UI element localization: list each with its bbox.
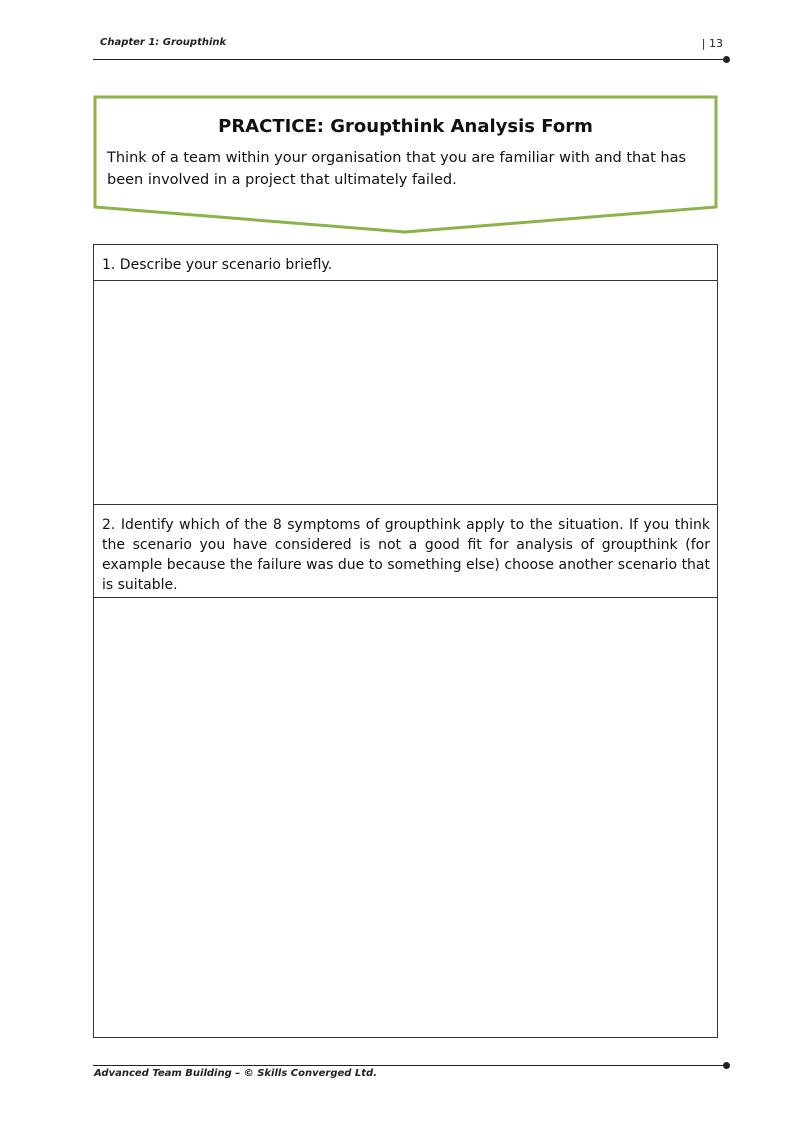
running-header [100,37,725,48]
chapter-title: Chapter 1: Groupthink [100,37,227,48]
footer-rule [93,1065,726,1066]
page-number: | 13 [701,37,723,50]
callout-instructions: Think of a team within your organisation that you are familiar with and that has been involved in a project that ultimately failed. [107,150,687,188]
analysis-form [93,244,718,1038]
answer-1-area[interactable] [94,281,717,505]
answer-2-area[interactable] [94,598,717,1037]
footer-rule-dot [723,1062,730,1069]
question-2-row [94,505,717,598]
header-rule-dot [723,56,730,63]
question-2-text: 2. Identify which of the 8 symptoms of groupthink apply to the situation. If you think the scenario you have considered is not a good fit for analysis of groupthink (for example because the failure was due to something else) choose another scenario that is suitable. [102,517,710,593]
question-1-text: 1. Describe your scenario briefly. [102,257,333,273]
header-rule [93,59,726,60]
question-1-row [94,245,717,281]
practice-callout [93,95,718,235]
callout-title: PRACTICE: Groupthink Analysis Form [218,116,593,137]
footer-text: Advanced Team Building – © Skills Converged Ltd. [94,1068,378,1079]
